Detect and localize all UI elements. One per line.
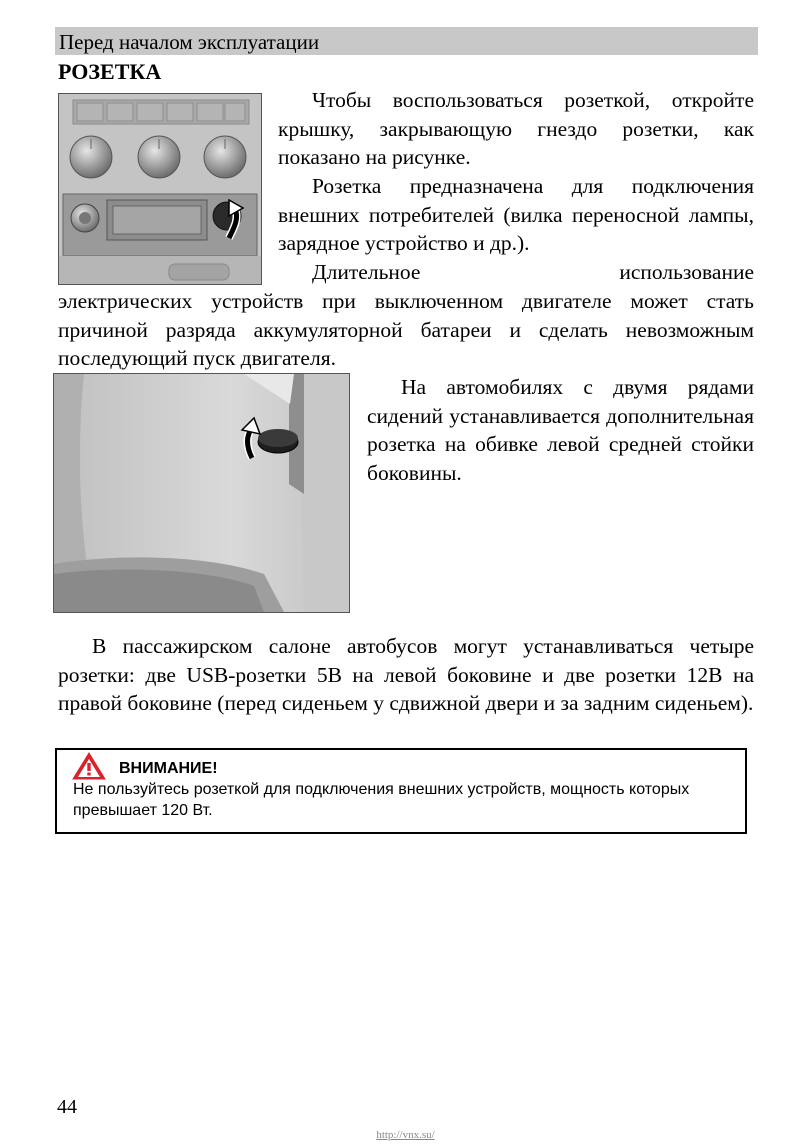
- paragraph-open-cover: Чтобы воспользоваться розеткой, откройте крышку, закрывающую гнездо розетки, как показано на рисунке.: [278, 88, 754, 170]
- paragraph-battery-warning: электрических устройств при выключенном двигателе может стать причиной разряда аккумуляторной батареи и сделать невозможным последующий пуск двигателя.: [58, 289, 754, 371]
- dashboard-socket-figure: [58, 93, 262, 285]
- paragraph-socket-purpose: Розетка предназначена для подключения внешних потребителей (вилка переносной лампы, зарядное устройство и др.).: [278, 174, 754, 256]
- dashboard-socket-illustration: [59, 94, 261, 284]
- warning-title: ВНИМАНИЕ!: [119, 760, 218, 777]
- warning-triangle-icon: [72, 752, 106, 780]
- paragraph-additional-socket: На автомобилях с двумя рядами сидений устанавливается дополнительная розетка на обивке левой средней стойки боковины.: [367, 375, 754, 486]
- pillar-socket-figure: [53, 373, 350, 613]
- pillar-socket-illustration: [54, 374, 349, 612]
- section-header-bar: [55, 27, 758, 55]
- footer-url-link[interactable]: http://vnx.su/: [376, 1129, 435, 1141]
- section-header-title: Перед началом эксплуатации: [59, 30, 320, 54]
- paragraph-battery-warning-start: Длительное использование: [312, 260, 754, 284]
- page-title: РОЗЕТКА: [58, 59, 162, 84]
- page-number: 44: [57, 1096, 77, 1118]
- paragraph-bus-sockets: В пассажирском салоне автобусов могут устанавливаться четыре розетки: две USB-розетки 5В на левой боковине и две розетки 12В на правой боковине (перед сиденьем у сдвижной двери и за задним сиденьем).: [58, 634, 754, 716]
- warning-text: Не пользуйтесь розеткой для подключения внешних устройств, мощность которых превышает 120 Вт.: [73, 781, 690, 819]
- warning-box: [55, 748, 747, 834]
